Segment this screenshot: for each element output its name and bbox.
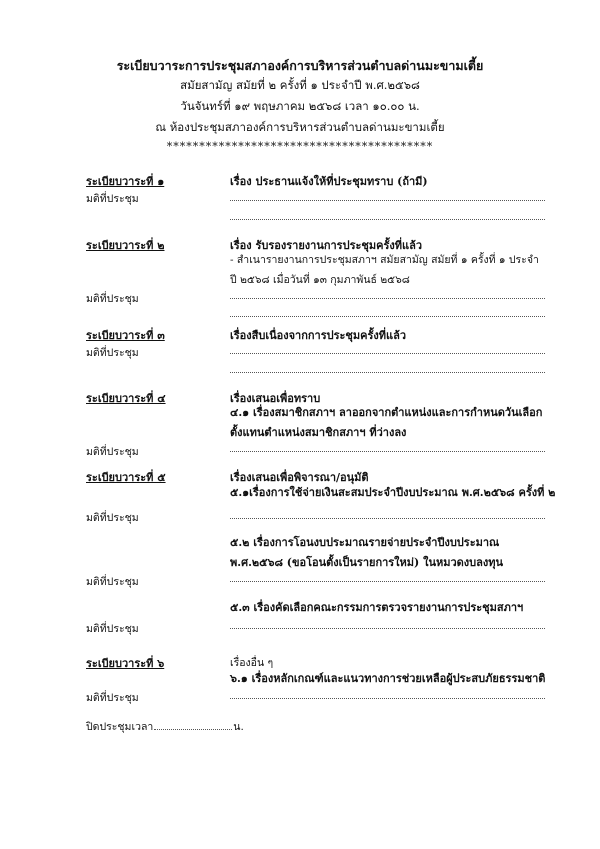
agenda-5-topic: เรื่องเสนอเพื่อพิจารณา/อนุมัติ (230, 471, 369, 484)
agenda-1-resolution-line-1 (230, 200, 545, 201)
closing-unit: น. (233, 721, 244, 733)
agenda-6-item-1: ๖.๑ เรื่องหลักเกณฑ์และแนวทางการช่วยเหลือผู้ประสบภัยธรรมชาติ (230, 672, 546, 685)
session-line: สมัยสามัญ สมัยที่ ๒ ครั้งที่ ๑ ประจำปี พ.ศ.๒๕๖๘ (180, 78, 420, 92)
agenda-1-resolution-line-2 (230, 219, 545, 220)
closing-time-blank (154, 729, 232, 730)
agenda-5-item-2-resolution-line (230, 581, 545, 582)
agenda-4-label: ระเบียบวาระที่ ๔ (86, 392, 166, 405)
document-title: ระเบียบวาระการประชุมสภาองค์การบริหารส่วนตำบลด่านมะขามเตี้ย (116, 58, 484, 73)
agenda-5-item-1: ๕.๑เรื่องการใช้จ่ายเงินสะสมประจำปีงบประมาณ พ.ศ.๒๕๖๘ ครั้งที่ ๒ (230, 486, 556, 499)
agenda-3-resolution-line-1 (230, 353, 545, 354)
agenda-5-item-3: ๕.๓ เรื่องคัดเลือกคณะกรรมการตรวจรายงานการประชุมสภาฯ (230, 601, 524, 614)
agenda-2-topic: เรื่อง รับรองรายงานการประชุมครั้งที่แล้ว (230, 239, 423, 252)
agenda-3-resolution-line-2 (230, 372, 545, 373)
agenda-5-item-2: ๕.๒ เรื่องการโอนงบประมาณรายจ่ายประจำปีงบประมาณ พ.ศ.๒๕๖๘ (ขอโอนตั้งเป็นรายการใหม่) ในหมวดงบลงทุน (230, 536, 504, 569)
header-divider: ***************************************** (166, 140, 434, 153)
agenda-1-topic: เรื่อง ประธานแจ้งให้ที่ประชุมทราบ (ถ้ามี) (230, 175, 428, 188)
agenda-2-resolution-label: มติที่ประชุม (86, 293, 139, 305)
agenda-6-resolution-label: มติที่ประชุม (86, 692, 139, 704)
agenda-5-item-3-resolution-line (230, 628, 545, 629)
closing-label: ปิดประชุมเวลา (86, 721, 154, 733)
agenda-3-label: ระเบียบวาระที่ ๓ (86, 329, 165, 342)
agenda-6-resolution-line (230, 698, 545, 699)
agenda-5-item-2-resolution-label: มติที่ประชุม (86, 576, 139, 588)
agenda-2-resolution-line-1 (230, 298, 545, 299)
agenda-6-topic: เรื่องอื่น ๆ (230, 657, 274, 669)
agenda-3-topic: เรื่องสืบเนื่องจากการประชุมครั้งที่แล้ว (230, 329, 407, 342)
agenda-5-item-3-resolution-label: มติที่ประชุม (86, 623, 139, 635)
agenda-4-item-1: ๔.๑ เรื่องสมาชิกสภาฯ ลาออกจากตำแหน่งและการกำหนดวันเลือกตั้งแทนตำแหน่งสมาชิกสภาฯ ที่ว่างลง (230, 406, 543, 439)
agenda-2-label: ระเบียบวาระที่ ๒ (86, 239, 165, 252)
agenda-5-item-1-resolution-line (230, 518, 545, 519)
agenda-2-resolution-line-2 (230, 316, 545, 317)
agenda-1-resolution-label: มติที่ประชุม (86, 193, 139, 205)
agenda-2-note: - สำเนารายงานการประชุมสภาฯ สมัยสามัญ สมัยที่ ๑ ครั้งที่ ๑ ประจำปี ๒๕๖๘ เมื่อวันที่ ๑๓ กุมภาพันธ์ ๒๕๖๘ (230, 254, 539, 286)
agenda-4-resolution-line-1 (230, 451, 545, 452)
agenda-4-topic: เรื่องเสนอเพื่อทราบ (230, 392, 321, 405)
agenda-1-label: ระเบียบวาระที่ ๑ (86, 175, 165, 188)
agenda-5-label: ระเบียบวาระที่ ๕ (86, 471, 166, 484)
closing-line (86, 718, 244, 735)
agenda-5-item-1-resolution-label: มติที่ประชุม (86, 512, 139, 524)
agenda-6-label: ระเบียบวาระที่ ๖ (86, 657, 165, 670)
datetime-line: วันจันทร์ที่ ๑๙ พฤษภาคม ๒๕๖๘ เวลา ๑๐.๐๐ น. (180, 99, 420, 113)
agenda-4-resolution-label: มติที่ประชุม (86, 446, 139, 458)
agenda-3-resolution-label: มติที่ประชุม (86, 347, 139, 359)
venue-line: ณ ห้องประชุมสภาองค์การบริหารส่วนตำบลด่านมะขามเตี้ย (155, 120, 445, 134)
